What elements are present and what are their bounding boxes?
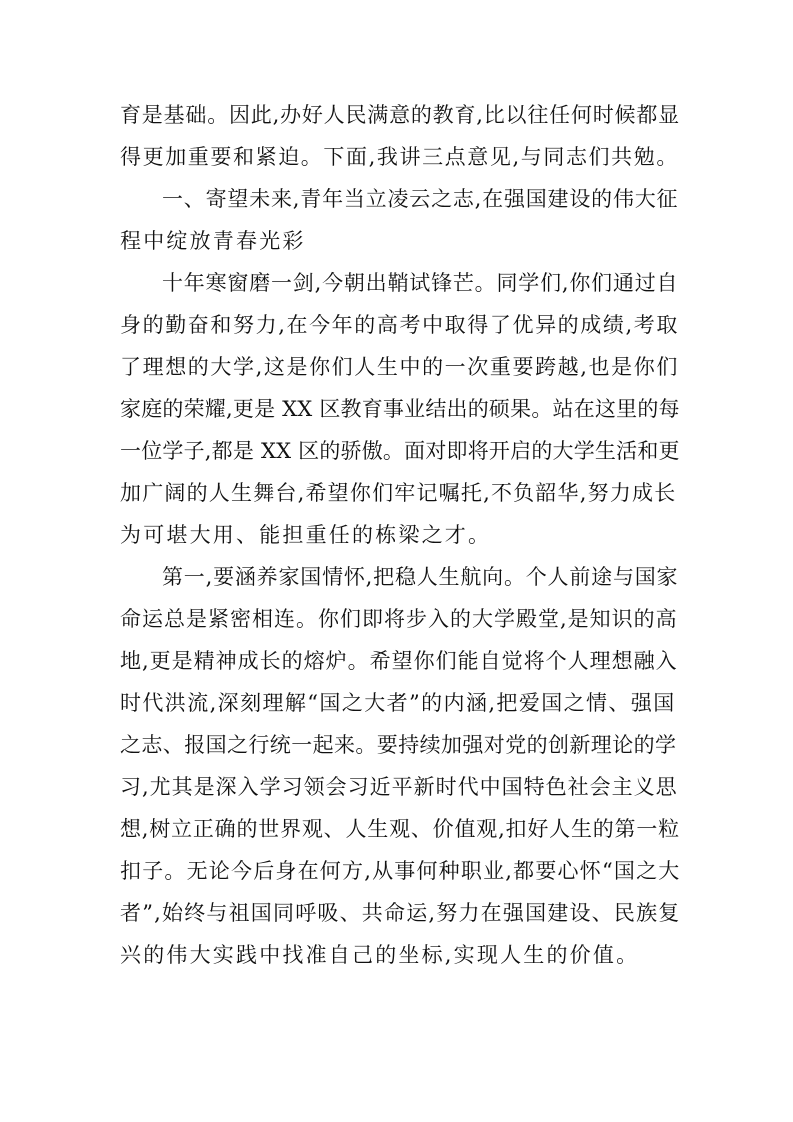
text-line: 一位学子,都是 XX 区的骄傲。面对即将开启的大学生活和更 [120,439,680,463]
paragraph-section-1-body [120,262,680,556]
text-line: 地,更是精神成长的熔炉。希望你们能自觉将个人理想融入 [120,649,678,673]
text-line: 之志、报国之行统一起来。要持续加强对党的创新理论的学 [120,733,677,757]
document-page [120,94,681,976]
text-line: 习,尤其是深入学习领会习近平新时代中国特色社会主义思 [120,775,678,799]
text-line: 一、寄望未来,青年当立凌云之志,在强国建设的伟大征 [162,187,679,211]
text-line: 加广阔的人生舞台,希望你们牢记嘱托,不负韶华,努力成长 [120,481,677,505]
text-line: 十年寒窗磨一剑,今朝出鞘试锋芒。同学们,你们通过自 [162,271,679,295]
text-line: 身的勤奋和努力,在今年的高考中取得了优异的成绩,考取 [120,313,679,337]
text-line: 扣子。无论今后身在何方,从事何种职业,都要心怀“国之大 [120,859,681,883]
text-line: 想,树立正确的世界观、人生观、价值观,扣好人生的第一粒 [120,817,680,841]
text-line: 兴的伟大实践中找准自己的坐标,实现人生的价值。 [120,943,640,967]
text-line: 第一,要涵养家国情怀,把稳人生航向。个人前途与国家 [162,565,679,589]
text-line: 命运总是紧密相连。你们即将步入的大学殿堂,是知识的高 [120,607,678,631]
text-line: 得更加重要和紧迫。下面,我讲三点意见,与同志们共勉。 [120,145,679,169]
text-line: 育是基础。因此,办好人民满意的教育,比以往任何时候都显 [120,103,680,127]
section-heading [120,178,679,262]
text-line: 时代洪流,深刻理解“国之大者”的内涵,把爱国之情、强国 [120,691,676,715]
text-line: 了理想的大学,这是你们人生中的一次重要跨越,也是你们 [120,355,679,379]
text-line: 者”,始终与祖国同呼吸、共命运,努力在强国建设、民族复 [120,901,681,925]
text-line: 家庭的荣耀,更是 XX 区教育事业结出的硕果。站在这里的每 [120,397,680,421]
text-line: 程中绽放青春光彩 [120,229,306,253]
text-line: 为可堪大用、能担重任的栋梁之才。 [120,523,492,547]
paragraph-intro-tail [120,94,680,178]
paragraph-point-1 [120,556,681,976]
